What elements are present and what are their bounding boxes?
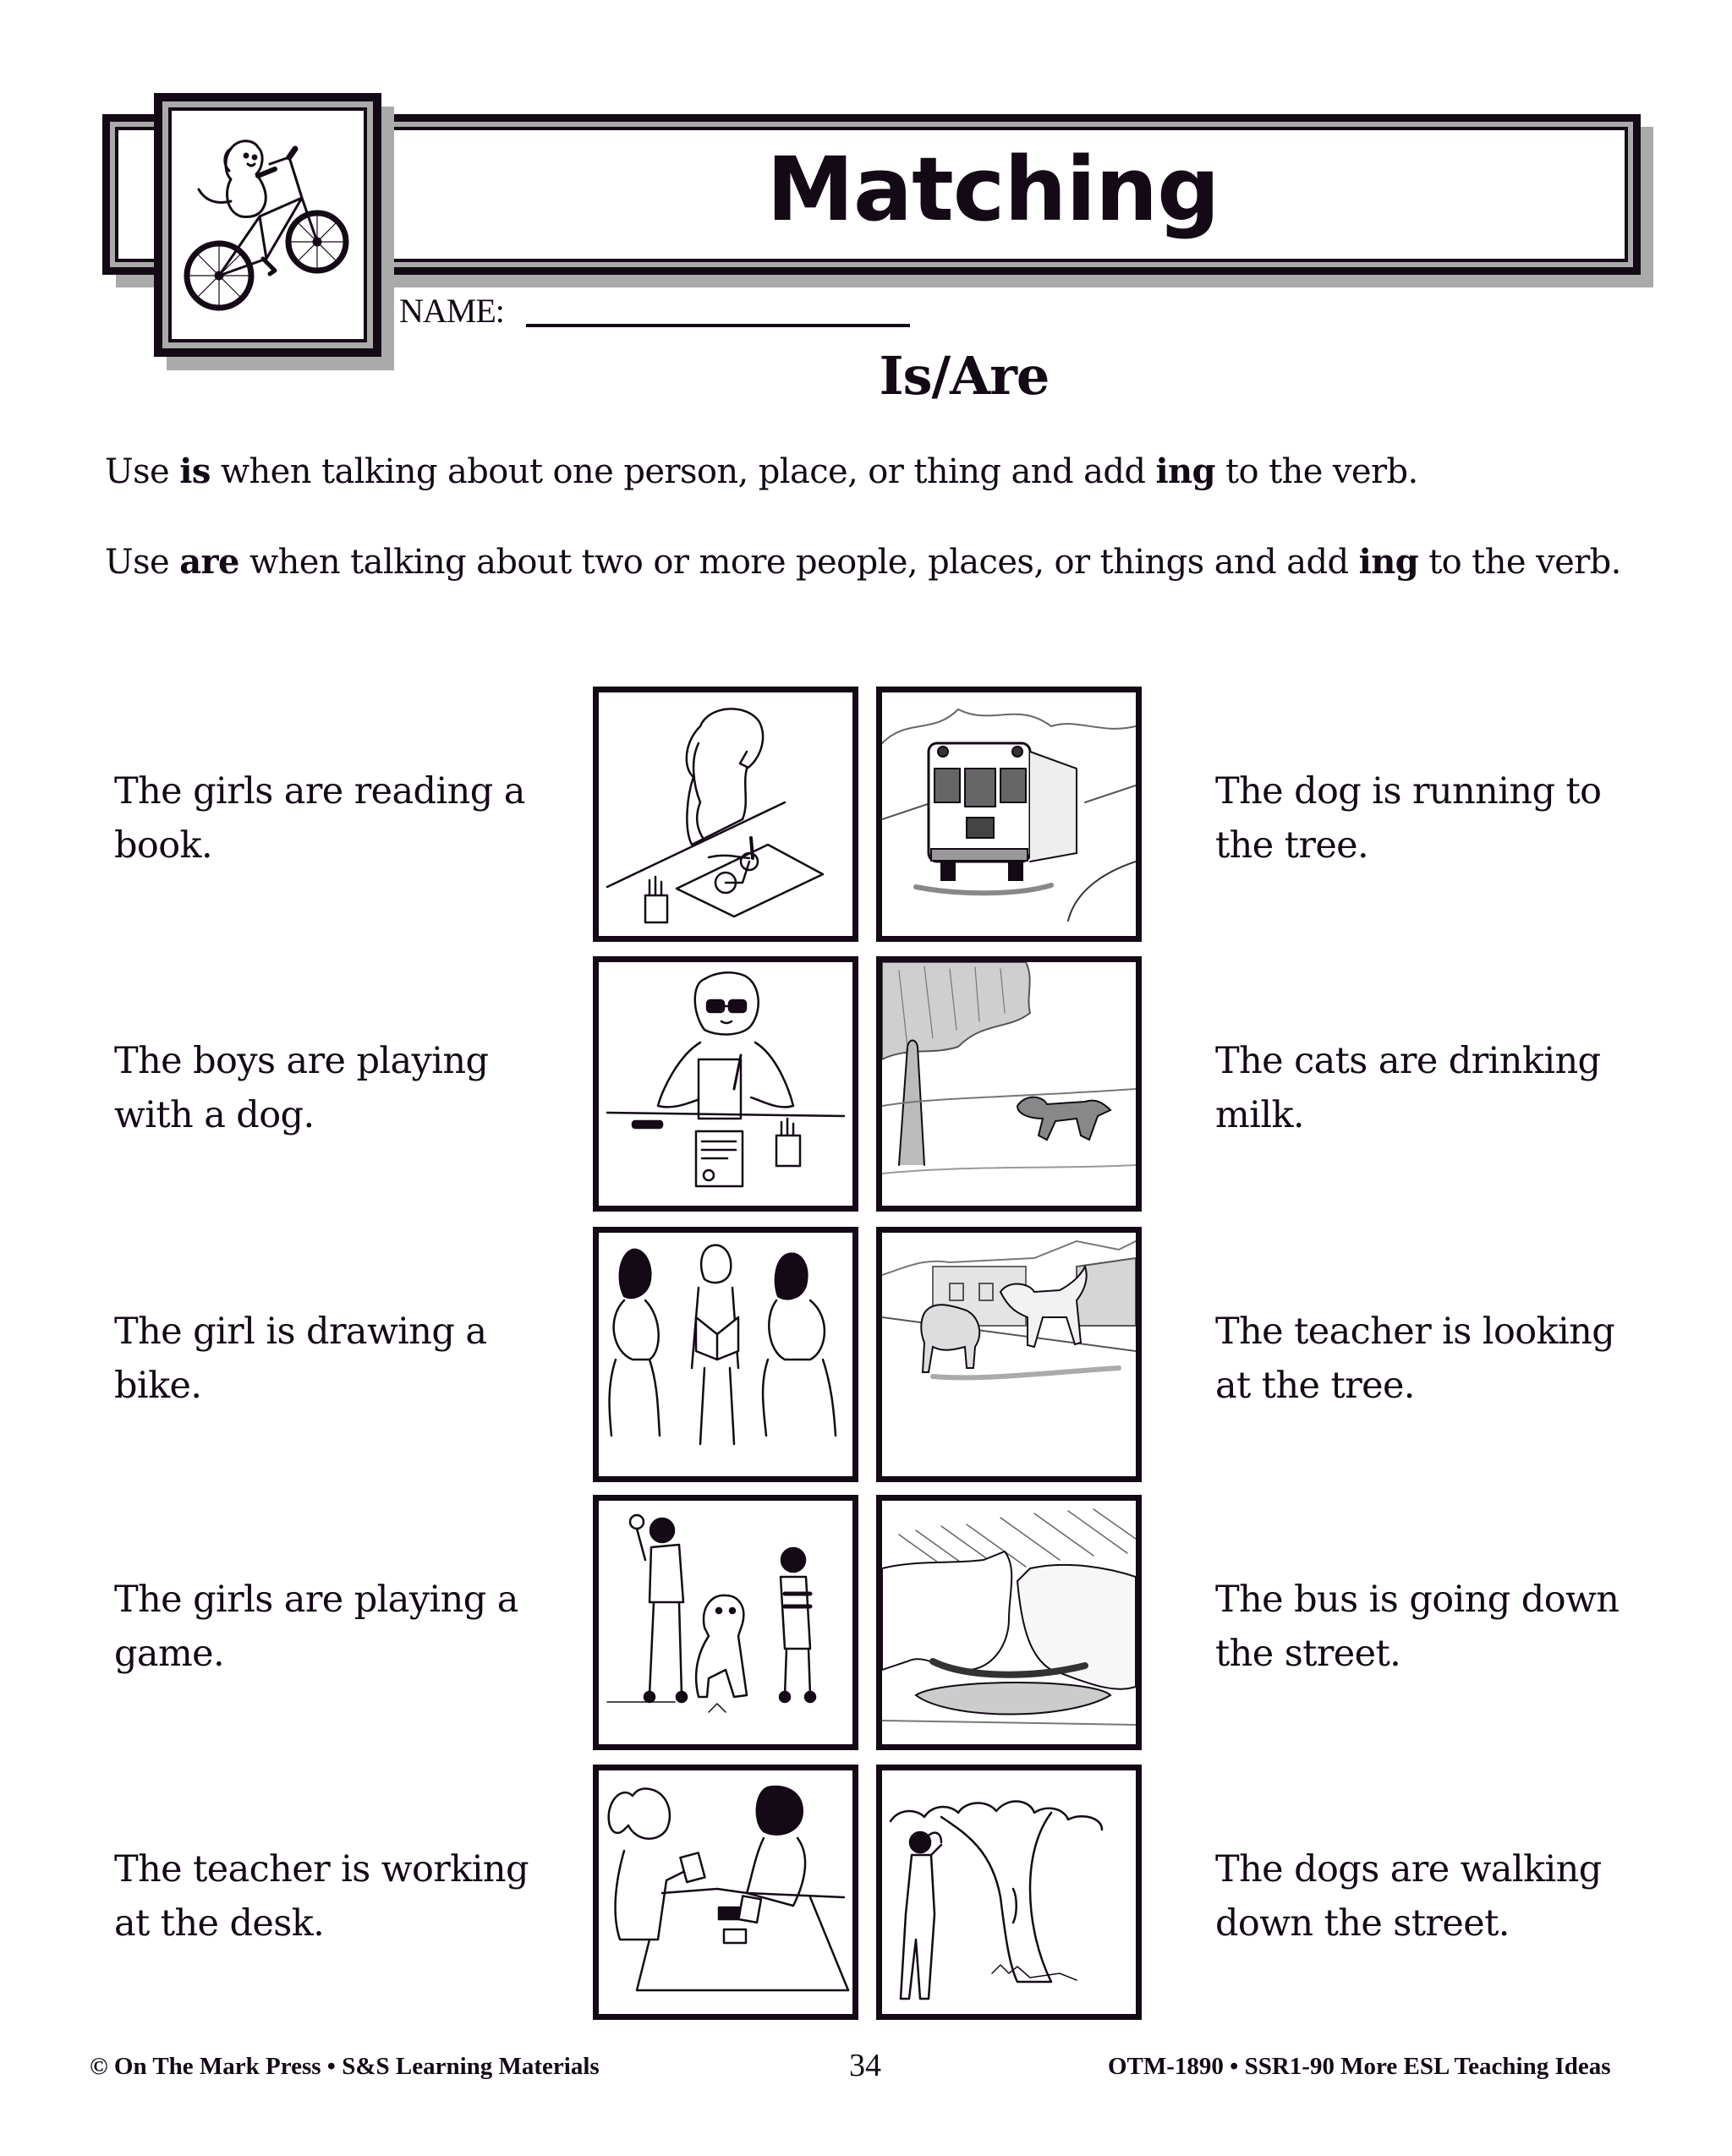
picture-dogs-walking[interactable] <box>876 1227 1142 1482</box>
picture-girl-drawing-bike[interactable] <box>593 687 858 942</box>
right-sentence[interactable]: The dog is running to the tree. <box>1215 770 1602 867</box>
keyword-ing: ing <box>1155 451 1215 491</box>
dog-on-bicycle-icon <box>175 123 361 326</box>
page-number: 34 <box>849 2048 881 2083</box>
instruction-are: Use are when talking about two or more people, places, or things and add ing to the verb. <box>105 542 1621 582</box>
left-sentence[interactable]: The girls are playing a game. <box>114 1579 518 1675</box>
picture-girls-playing-cards[interactable] <box>593 1765 858 2020</box>
matching-row <box>0 1495 1732 1750</box>
picture-girls-reading[interactable] <box>593 1227 858 1482</box>
dog-tree-icon <box>882 962 1136 1206</box>
dogs-walking-icon <box>882 1233 1136 1476</box>
instruction-is: Use is when talking about one person, place, or thing and add ing to the verb. <box>105 451 1418 491</box>
left-sentence[interactable]: The girls are reading a book. <box>114 770 525 867</box>
matching-row <box>0 1765 1732 2020</box>
picture-cats-drinking-milk[interactable] <box>876 1495 1142 1750</box>
right-sentence[interactable]: The dogs are walking down the street. <box>1215 1848 1602 1945</box>
picture-teacher-at-desk[interactable] <box>593 956 858 1212</box>
name-input-line[interactable] <box>526 324 910 327</box>
right-sentence[interactable]: The bus is going down the street. <box>1215 1579 1620 1675</box>
keyword-ing: ing <box>1358 542 1419 582</box>
name-label: NAME: <box>399 292 504 330</box>
cats-milk-icon <box>882 1501 1136 1744</box>
left-sentence[interactable]: The girl is drawing a bike. <box>114 1311 487 1407</box>
footer-catalog-id: OTM-1890 • SSR1-90 More ESL Teaching Ideas <box>1108 2053 1611 2080</box>
keyword-are: are <box>179 542 239 582</box>
matching-row <box>0 687 1732 942</box>
picture-teacher-looking-at-tree[interactable] <box>876 1765 1142 2020</box>
school-bus-icon <box>882 692 1136 936</box>
matching-row <box>0 956 1732 1212</box>
page-title: Matching <box>766 138 1220 241</box>
boys-dog-icon <box>599 1501 852 1744</box>
footer-publisher: © On The Mark Press • S&S Learning Materials <box>90 2053 600 2080</box>
teacher-desk-icon <box>599 962 852 1206</box>
picture-school-bus[interactable] <box>876 687 1142 942</box>
left-sentence[interactable]: The boys are playing with a dog. <box>114 1040 489 1136</box>
left-sentence[interactable]: The teacher is working at the desk. <box>114 1848 529 1945</box>
picture-boys-playing-with-dog[interactable] <box>593 1495 858 1750</box>
logo-frame <box>154 93 381 357</box>
girls-cards-icon <box>599 1770 852 2014</box>
picture-dog-running-to-tree[interactable] <box>876 956 1142 1212</box>
section-subtitle: Is/Are <box>879 345 1050 407</box>
teacher-tree-icon <box>882 1770 1136 2014</box>
girl-drawing-icon <box>599 692 852 936</box>
right-sentence[interactable]: The teacher is looking at the tree. <box>1215 1311 1615 1407</box>
keyword-is: is <box>179 451 211 491</box>
right-sentence[interactable]: The cats are drinking milk. <box>1215 1040 1601 1136</box>
matching-row <box>0 1227 1732 1482</box>
girls-reading-icon <box>599 1233 852 1476</box>
